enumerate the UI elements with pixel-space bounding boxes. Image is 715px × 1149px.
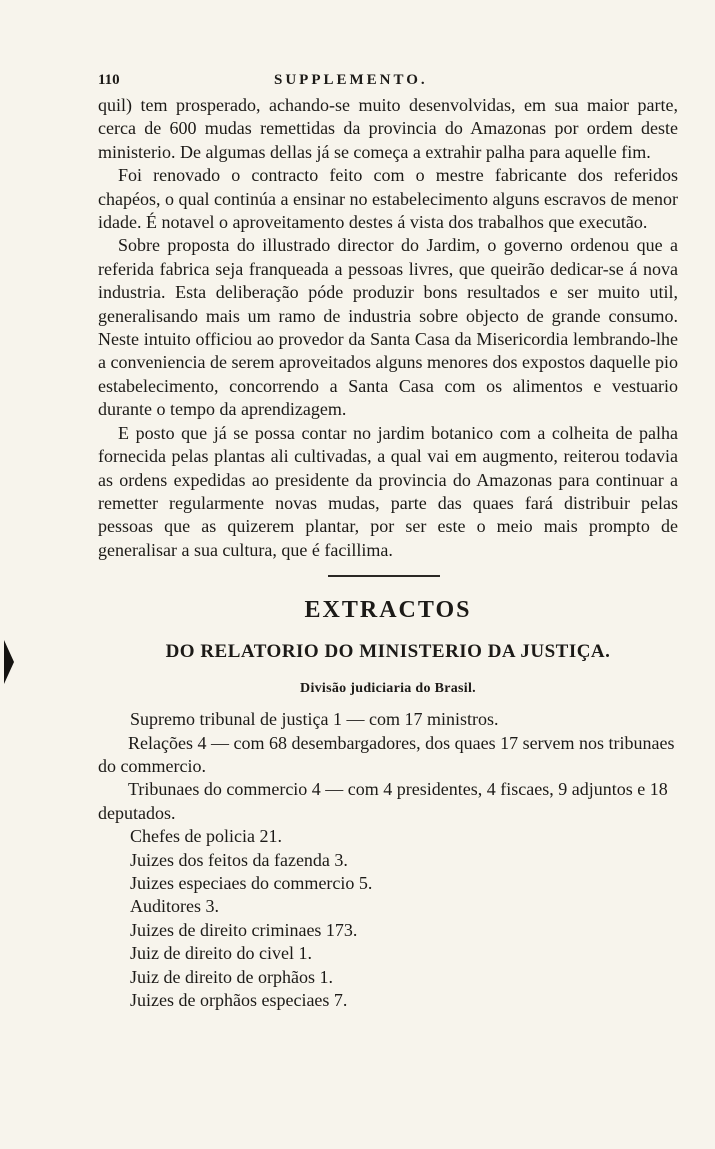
paragraph-proposal: Sobre proposta do illustrado director do Jardim, o governo ordenou que a referida fabrica seja franqueada a pessoas livres, que queirão dedicar-se á nova industria. Esta deliberação póde produzir bons resultados e ser muito util, generalisando mais um ramo de industria sobre objecto de grande consumo. Neste intuito officiou ao provedor da Santa Casa da Misericordia lembrando-lhe a conveniencia de serem aproveitados alguns menores dos expostos daquelle pio estabelecimento, concorrendo a Santa Casa com os alimentos e vestuario durante o tempo da aprendizagem. [98, 235, 678, 420]
judiciary-list [98, 708, 678, 1012]
binding-edge-mark [4, 640, 14, 684]
running-title: SUPPLEMENTO. [274, 72, 428, 88]
page-number: 110 [98, 72, 120, 88]
extractos-title: EXTRACTOS [304, 597, 472, 624]
list-item: Juizes de direito criminaes 173. [130, 919, 358, 940]
relatorio-subtitle: DO RELATORIO DO MINISTERIO DA JUSTIÇA. [165, 641, 611, 663]
list-item: Juizes dos feitos da fazenda 3. [130, 849, 348, 870]
divider-rule [328, 575, 440, 577]
running-header [98, 72, 678, 94]
paragraph-contract: Foi renovado o contracto feito com o mestre fabricante dos referidos chapéos, o qual continúa a ensinar no estabelecimento alguns escravos de menor idade. É notavel o aproveitamento destes á vista dos trabalhos que executão. [98, 165, 678, 233]
list-item: Auditores 3. [130, 896, 219, 917]
page-content [98, 72, 678, 1012]
paragraph-harvest: E posto que já se possa contar no jardim botanico com a colheita de palha fornecida pelas plantas ali cultivadas, a qual vai em augmento, reiterou todavia as ordens expedidas ao presidente da provincia do Amazonas para continuar a remetter regularmente novas mudas, parte das quaes fará distribuir pelas pessoas que as quizerem plantar, por ser este o meio mais prompto de generalisar a sua cultura, que é facillima. [98, 422, 678, 560]
section-divider [98, 562, 678, 590]
paragraph-continuation: quil) tem prosperado, achando-se muito desenvolvidas, em sua maior parte, cerca de 600 mudas remettidas da provincia do Amazonas por ordem deste ministerio. De algumas dellas já se começa a extrahir palha para aquelle fim. [98, 95, 678, 162]
list-item: Juizes de orphãos especiaes 7. [130, 990, 348, 1010]
list-item: Relações 4 — com 68 desembargadores, dos quaes 17 servem nos tribunaes do commercio. [98, 732, 675, 776]
list-item: Juiz de direito de orphãos 1. [130, 966, 333, 987]
list-item: Chefes de policia 21. [130, 826, 282, 847]
list-item: Tribunaes do commercio 4 — com 4 presidentes, 4 fiscaes, 9 adjuntos e 18 deputados. [98, 779, 668, 823]
divisao-heading: Divisão judiciaria do Brasil. [300, 681, 476, 697]
list-item: Juiz de direito do civel 1. [130, 943, 312, 964]
list-item: Juizes especiaes do commercio 5. [130, 872, 373, 893]
list-item: Supremo tribunal de justiça 1 — com 17 ministros. [130, 709, 499, 730]
